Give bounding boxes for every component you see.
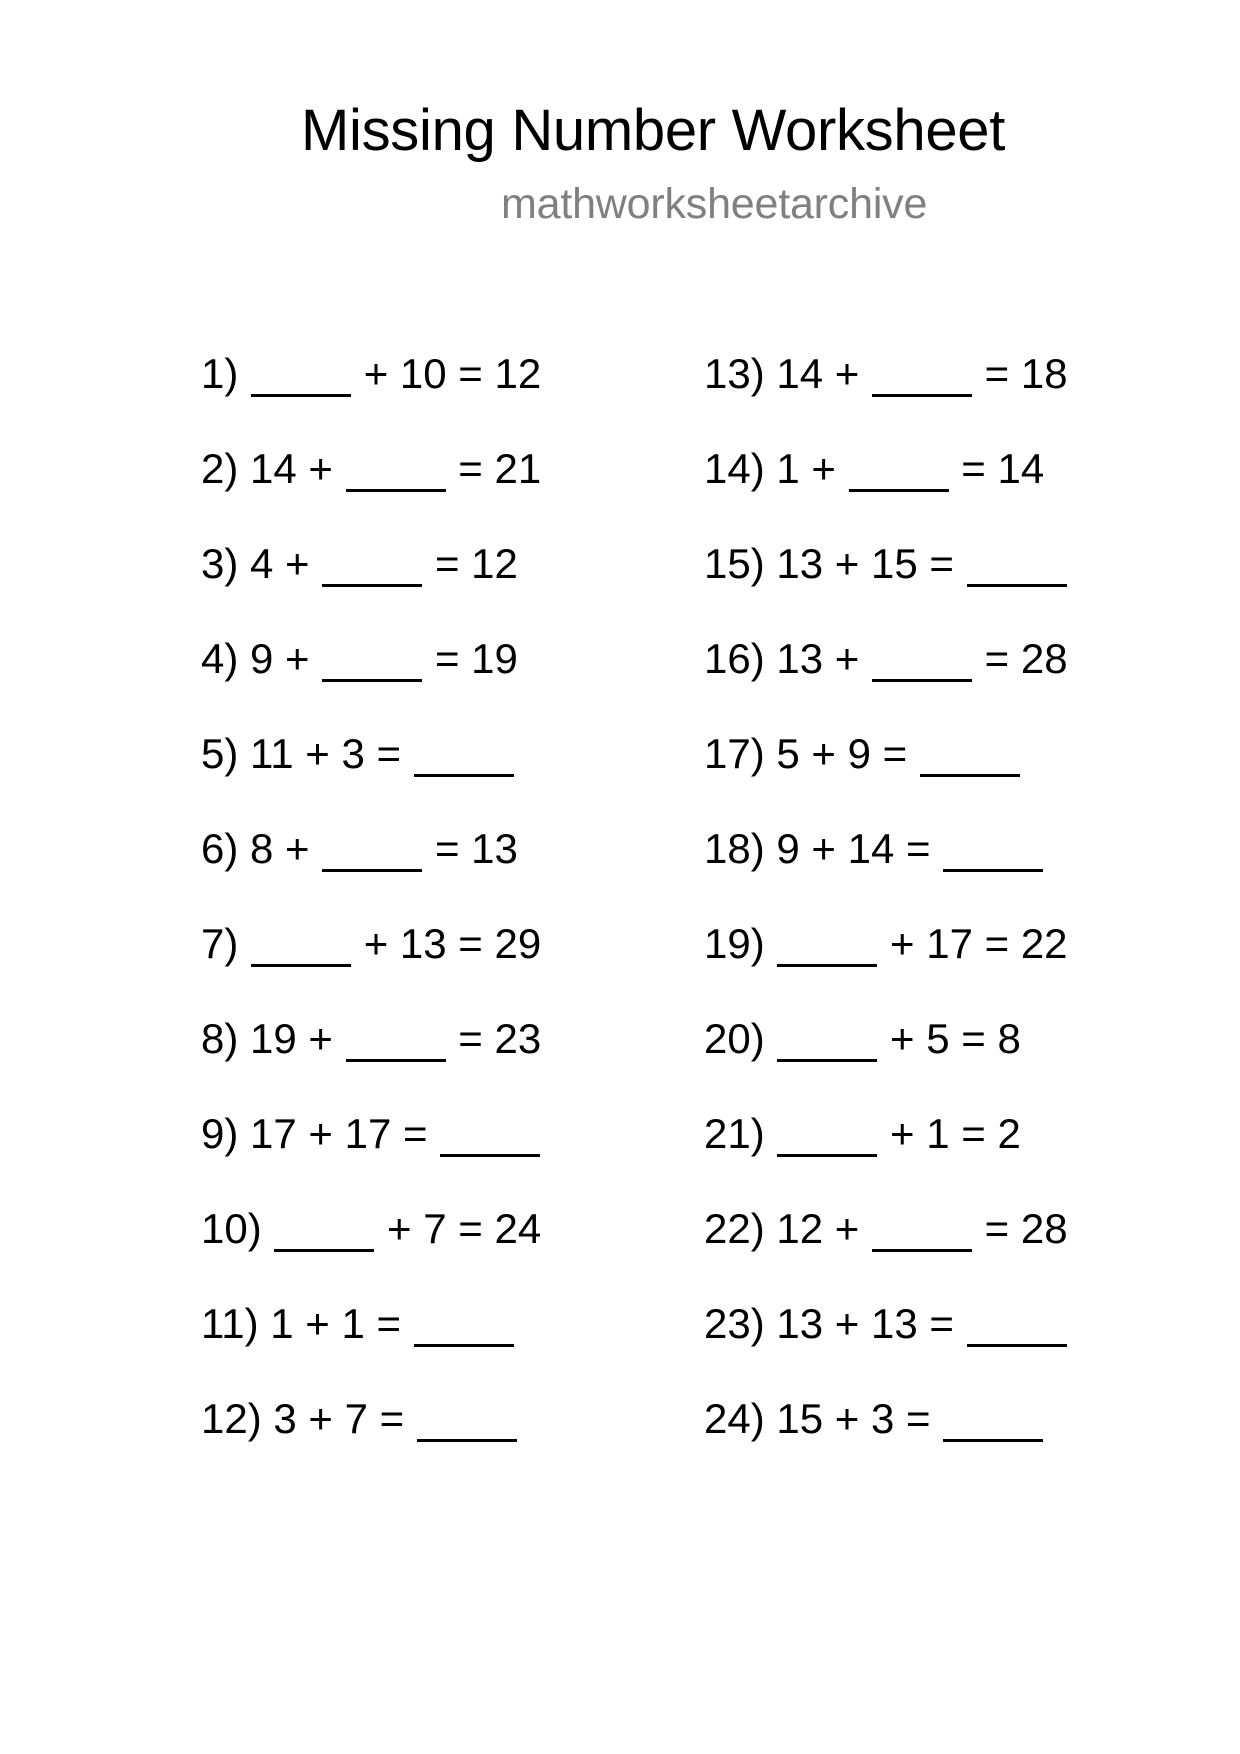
answer-blank[interactable] xyxy=(872,679,972,682)
problem-expression: + 5 = 8 xyxy=(890,1015,1021,1062)
problem-number: 12) xyxy=(201,1395,262,1442)
problem-expression: = 18 xyxy=(984,350,1068,397)
answer-blank[interactable] xyxy=(322,679,422,682)
answer-blank[interactable] xyxy=(967,584,1067,587)
answer-blank[interactable] xyxy=(872,1249,972,1252)
problem-number: 6) xyxy=(201,825,239,872)
problem-16 xyxy=(704,634,1068,684)
problem-expression: + 1 = 2 xyxy=(890,1110,1021,1157)
problem-15 xyxy=(704,539,1068,589)
problem-expression: 13 + xyxy=(776,635,860,682)
answer-blank[interactable] xyxy=(920,774,1020,777)
worksheet-title: Missing Number Worksheet xyxy=(301,98,1006,163)
problem-8 xyxy=(201,1014,541,1064)
answer-blank[interactable] xyxy=(251,394,351,397)
answer-blank[interactable] xyxy=(967,1344,1067,1347)
problem-number: 11) xyxy=(201,1300,259,1347)
problem-expression: = 21 xyxy=(458,445,542,492)
answer-blank[interactable] xyxy=(943,869,1043,872)
problem-expression: 13 + 13 = xyxy=(776,1300,954,1347)
problem-number: 9) xyxy=(201,1110,239,1157)
answer-blank[interactable] xyxy=(346,489,446,492)
answer-blank[interactable] xyxy=(414,1344,514,1347)
answer-blank[interactable] xyxy=(251,964,351,967)
answer-blank[interactable] xyxy=(943,1439,1043,1442)
problem-6 xyxy=(201,824,518,874)
problem-21 xyxy=(704,1109,1021,1159)
problem-number: 22) xyxy=(704,1205,765,1252)
problem-number: 10) xyxy=(201,1205,262,1252)
problem-expression: 12 + xyxy=(776,1205,860,1252)
problem-expression: = 13 xyxy=(434,825,518,872)
problem-expression: + 17 = 22 xyxy=(890,920,1068,967)
answer-blank[interactable] xyxy=(346,1059,446,1062)
problem-expression: 13 + 15 = xyxy=(776,540,954,587)
problem-expression: 4 + xyxy=(250,540,310,587)
problem-number: 14) xyxy=(704,445,765,492)
problem-number: 5) xyxy=(201,730,239,777)
problem-number: 20) xyxy=(704,1015,765,1062)
problem-12 xyxy=(201,1394,518,1444)
problem-number: 16) xyxy=(704,635,765,682)
problem-expression: = 12 xyxy=(434,540,518,587)
problem-number: 13) xyxy=(704,350,765,397)
answer-blank[interactable] xyxy=(849,489,949,492)
problem-10 xyxy=(201,1204,541,1254)
problem-4 xyxy=(201,634,518,684)
problem-14 xyxy=(704,444,1044,494)
problem-3 xyxy=(201,539,518,589)
problem-number: 4) xyxy=(201,635,239,682)
problem-expression: 19 + xyxy=(250,1015,333,1062)
problem-19 xyxy=(704,919,1068,969)
answer-blank[interactable] xyxy=(414,774,514,777)
problem-23 xyxy=(704,1299,1068,1349)
worksheet-source: mathworksheetarchive xyxy=(501,180,928,228)
problem-number: 8) xyxy=(201,1015,239,1062)
problem-expression: = 14 xyxy=(961,445,1045,492)
problem-number: 18) xyxy=(704,825,765,872)
problem-expression: 1 + 1 = xyxy=(270,1300,402,1347)
problem-5 xyxy=(201,729,515,779)
problem-18 xyxy=(704,824,1044,874)
problem-expression: 5 + 9 = xyxy=(776,730,908,777)
problem-expression: 9 + 14 = xyxy=(776,825,931,872)
problem-22 xyxy=(704,1204,1068,1254)
problem-17 xyxy=(704,729,1021,779)
problem-20 xyxy=(704,1014,1021,1064)
answer-blank[interactable] xyxy=(777,1154,877,1157)
problem-number: 3) xyxy=(201,540,239,587)
problem-expression: = 28 xyxy=(984,1205,1068,1252)
answer-blank[interactable] xyxy=(322,584,422,587)
problem-expression: = 28 xyxy=(984,635,1068,682)
problem-expression: 14 + xyxy=(776,350,860,397)
answer-blank[interactable] xyxy=(440,1154,540,1157)
answer-blank[interactable] xyxy=(777,964,877,967)
problem-number: 2) xyxy=(201,445,239,492)
problem-expression: + 13 = 29 xyxy=(363,920,542,967)
problem-11 xyxy=(201,1299,515,1349)
answer-blank[interactable] xyxy=(777,1059,877,1062)
problem-expression: 3 + 7 = xyxy=(273,1395,405,1442)
problem-expression: 14 + xyxy=(250,445,333,492)
problem-1 xyxy=(201,349,541,399)
problem-number: 15) xyxy=(704,540,765,587)
problem-number: 24) xyxy=(704,1395,765,1442)
problem-expression: + 10 = 12 xyxy=(363,350,542,397)
problem-7 xyxy=(201,919,541,969)
problem-number: 17) xyxy=(704,730,765,777)
answer-blank[interactable] xyxy=(322,869,422,872)
problem-expression: = 23 xyxy=(458,1015,542,1062)
problem-expression: 1 + xyxy=(776,445,836,492)
problem-number: 21) xyxy=(704,1110,765,1157)
problem-2 xyxy=(201,444,541,494)
answer-blank[interactable] xyxy=(872,394,972,397)
problem-13 xyxy=(704,349,1068,399)
problem-expression: 9 + xyxy=(250,635,310,682)
problem-expression: + 7 = 24 xyxy=(387,1205,542,1252)
problem-number: 19) xyxy=(704,920,765,967)
problem-number: 23) xyxy=(704,1300,765,1347)
problem-24 xyxy=(704,1394,1044,1444)
problem-expression: = 19 xyxy=(434,635,518,682)
problem-number: 1) xyxy=(201,350,239,397)
answer-blank[interactable] xyxy=(274,1249,374,1252)
answer-blank[interactable] xyxy=(417,1439,517,1442)
problem-expression: 8 + xyxy=(250,825,310,872)
problem-expression: 11 + 3 = xyxy=(250,730,402,777)
problem-9 xyxy=(201,1109,541,1159)
problem-number: 7) xyxy=(201,920,239,967)
problem-expression: 17 + 17 = xyxy=(250,1110,428,1157)
problem-expression: 15 + 3 = xyxy=(776,1395,931,1442)
